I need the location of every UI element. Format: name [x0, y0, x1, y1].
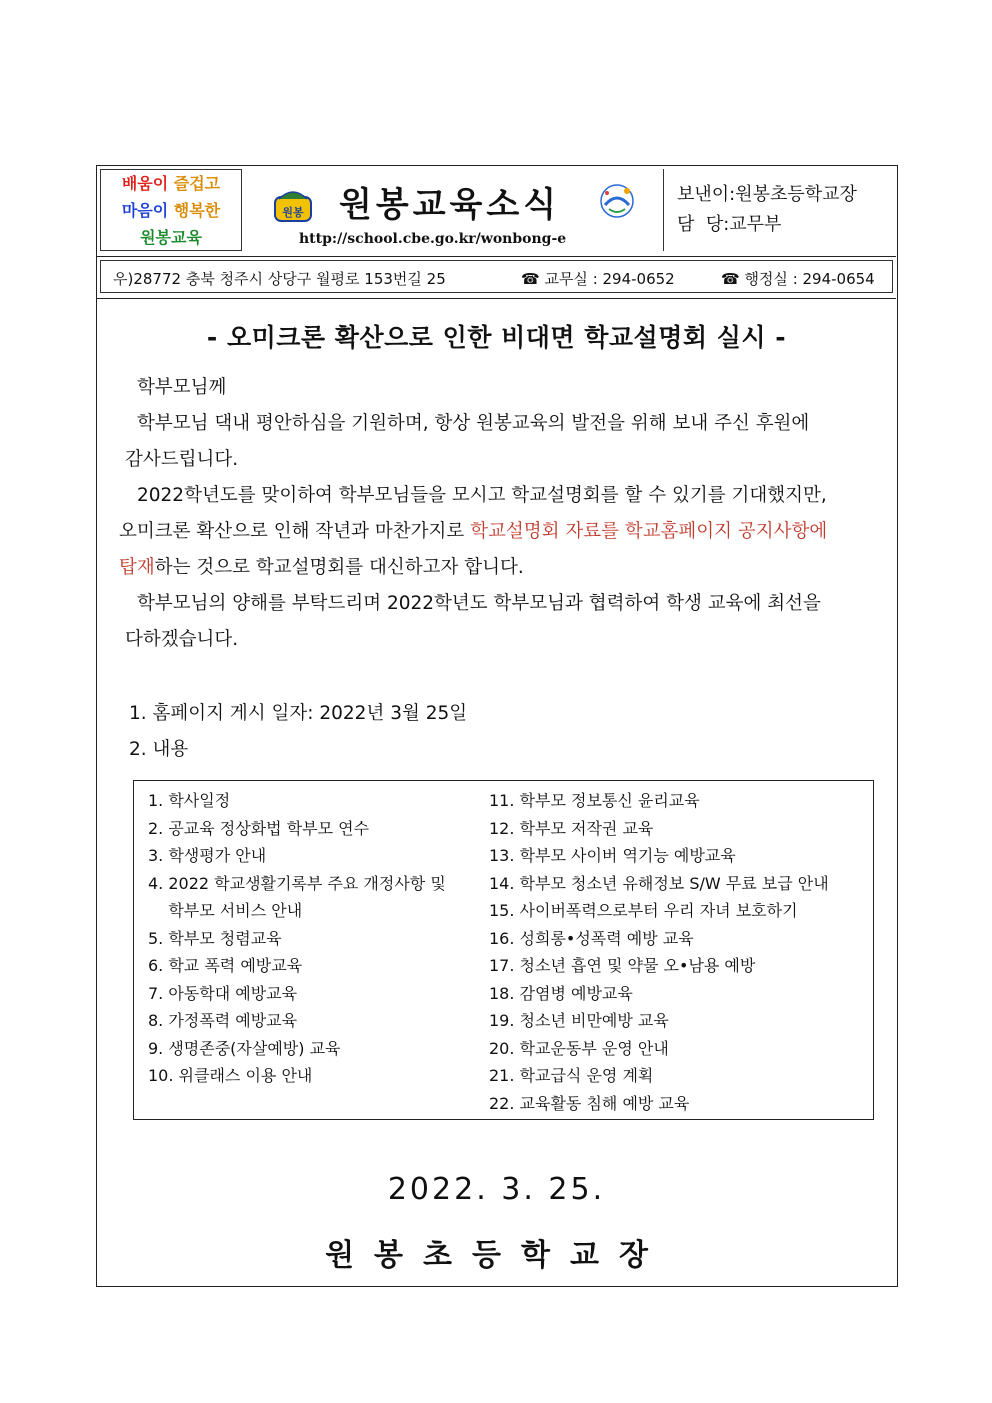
title-box	[243, 169, 664, 251]
contents-list-item: 16. 성희롱•성폭력 예방 교육	[489, 928, 694, 948]
paragraph-1-line-1: 학부모님 댁내 평안하심을 기원하며, 항상 원봉교육의 발전을 위해 보내 주신 후원에	[137, 413, 810, 434]
slogan-line	[101, 197, 241, 224]
school-url: http://school.cbe.go.kr/wonbong-e	[299, 231, 567, 247]
sender-info	[677, 180, 857, 240]
slogan-line	[101, 170, 241, 197]
paragraph-2-line-1: 2022학년도를 맞이하여 학부모님들을 모시고 학교설명회를 할 수 있기를 기대했지만,	[137, 485, 827, 506]
paragraph-1-line-2: 감사드립니다.	[125, 449, 239, 470]
contents-list-item: 8. 가정폭력 예방교육	[148, 1011, 298, 1030]
contents-list-item: 1. 학사일정	[148, 791, 231, 810]
contents-list-item: 22. 교육활동 침해 예방 교육	[489, 1093, 690, 1113]
newsletter-frame	[96, 165, 898, 1287]
principal-signature: 원봉초등학교장	[325, 1238, 668, 1273]
contents-list-item: 12. 학부모 저작권 교육	[489, 818, 654, 838]
department: 담 당:교무부	[677, 214, 782, 235]
contents-list-item: 10. 위클래스 이용 안내	[148, 1066, 313, 1085]
contents-list-item: 2. 공교육 정상화법 학부모 연수	[148, 818, 370, 838]
contents-list-item: 17. 청소년 흡연 및 약물 오•남용 예방	[489, 956, 756, 975]
paragraph-2-line-3	[119, 550, 891, 586]
contents-list-item: 11. 학부모 정보통신 윤리교육	[489, 791, 700, 810]
paragraph-2-line-2-highlight: 학교설명회 자료를 학교홈페이지 공지사항에	[470, 521, 828, 542]
contents-list-item: 4. 2022 학교생활기록부 주요 개정사항 및	[148, 873, 446, 893]
contents-list-item: 5. 학부모 청렴교육	[148, 928, 282, 948]
slogan-word: 배움이	[121, 174, 169, 193]
greeting: 학부모님께	[137, 377, 227, 398]
slogan-word: 행복한	[168, 201, 221, 220]
document-title: - 오미크론 확산으로 인한 비대면 학교설명회 실시 -	[206, 323, 787, 352]
contents-list-item: 15. 사이버폭력으로부터 우리 자녀 보호하기	[489, 901, 798, 920]
contents-list-box	[133, 780, 874, 1120]
contents-list-item: 3. 학생평가 안내	[148, 846, 267, 865]
paragraph-3-line-1: 학부모님의 양해를 부탁드리며 2022학년도 학부모님과 협력하여 학생 교육에 최선을	[137, 593, 821, 614]
contents-list-item: 18. 감염병 예방교육	[489, 983, 633, 1003]
slogan-line	[101, 224, 241, 251]
slogan-word: 마음이	[121, 201, 169, 220]
contents-list-item: 학부모 서비스 안내	[148, 901, 303, 920]
logo-text: 원봉	[282, 206, 304, 219]
sender: 보낸이:원봉초등학교장	[677, 184, 857, 205]
contents-list-item: 19. 청소년 비만예방 교육	[489, 1011, 669, 1030]
contents-list-item: 21. 학교급식 운영 계획	[489, 1066, 654, 1085]
slogan-word: 즐겁고	[168, 174, 221, 193]
contents-list-item: 9. 생명존중(자살예방) 교육	[148, 1038, 341, 1058]
posting-date-item: 1. 홈페이지 게시 일자: 2022년 3월 25일	[129, 703, 468, 724]
paragraph-2-line-3-highlight: 탑재	[119, 557, 155, 578]
slogan-word: 원봉교육	[140, 228, 202, 247]
paragraph-2-line-2	[119, 514, 891, 550]
admin-phone: ☎ 행정실 : 294-0654	[721, 270, 875, 288]
contents-list-item: 14. 학부모 청소년 유해정보 S/W 무료 보급 안내	[489, 873, 829, 893]
postal-address: 우)28772 충북 청주시 상당구 월평로 153번길 25	[113, 270, 446, 288]
newsletter-title: 원봉교육소식	[339, 185, 561, 225]
paragraph-2-line-3-normal: 하는 것으로 학교설명회를 대신하고자 합니다.	[154, 557, 524, 578]
slogan-box	[100, 169, 242, 251]
office-phone: ☎ 교무실 : 294-0652	[521, 270, 675, 288]
document-date: 2022. 3. 25.	[387, 1172, 606, 1207]
contents-list-item: 13. 학부모 사이버 역기능 예방교육	[489, 846, 736, 865]
paragraph-2-line-2-normal: 오미크론 확산으로 인해 작년과 마찬가지로	[119, 521, 471, 542]
contents-left-column	[148, 787, 446, 1090]
address-row	[97, 257, 896, 299]
paragraph-3-line-2: 다하겠습니다.	[125, 629, 239, 650]
education-emblem-icon	[599, 183, 635, 219]
contents-list-item: 6. 학교 폭력 예방교육	[148, 956, 303, 975]
school-logo-icon	[273, 185, 313, 223]
contents-right-column	[489, 787, 829, 1117]
contents-item: 2. 내용	[129, 739, 189, 760]
contents-list-item: 20. 학교운동부 운영 안내	[489, 1038, 669, 1058]
newsletter-header	[97, 166, 896, 257]
contents-list-item: 7. 아동학대 예방교육	[148, 983, 298, 1003]
